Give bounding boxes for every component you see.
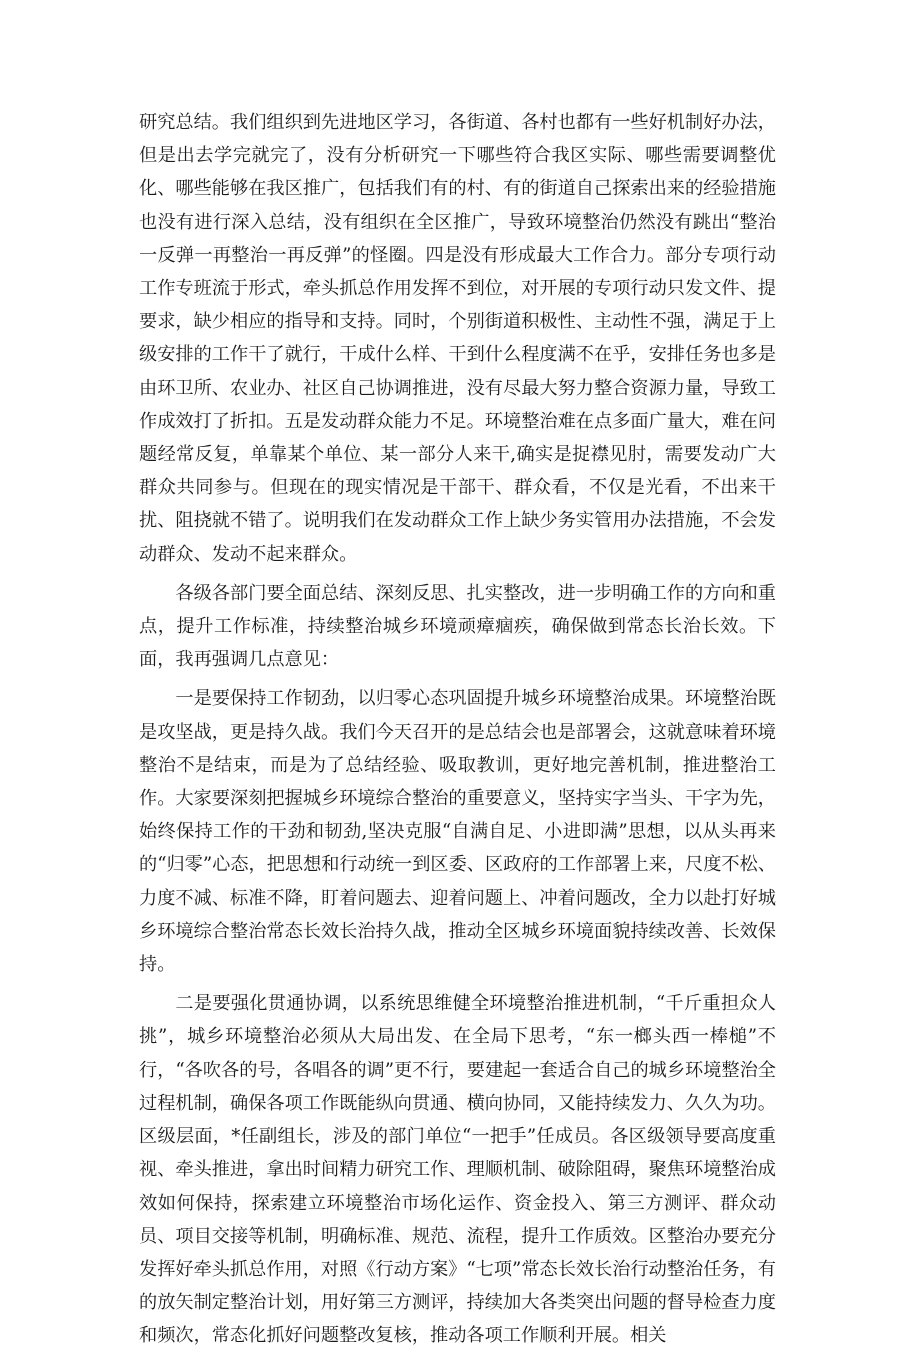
- paragraph-point-two: 二是要强化贯通协调，以系统思维健全环境整治推进机制，“千斤重担众人挑”，城乡环境整治必须从大局出发、在全局下思考，“东一榔头西一棒槌”不行，“各吹各的号，各唱各的调”更不行，要建起一套适合自己的城乡环境整治全过程机制，确保各项工作既能纵向贯通、横向协同，又能持续发力、久久为功。区级层面，*任副组长，涉及的部门单位“一把手”任成员。各区级领导要高度重视、牵头推进，拿出时间精力研究工作、理顺机制、破除阻碍，聚焦环境整治成效如何保持，探索建立环境整治市场化运作、资金投入、第三方测评、群众动员、项目交接等机制，明确标准、规范、流程，提升工作质效。区整治办要充分发挥好牵头抓总作用，对照《行动方案》“七项”常态长效长治行动整治任务，有的放矢制定整治计划，用好第三方测评，持续加大各类突出问题的督导检查力度和频次，常态化抓好问题整改复核，推动各项工作顺利开展。相关: [139, 993, 776, 1347]
- document-body: [139, 106, 776, 1353]
- paragraph-continuation: 研究总结。我们组织到先进地区学习，各街道、各村也都有一些好机制好办法，但是出去学完就完了，没有分析研究一下哪些符合我区实际、哪些需要调整优化、哪些能够在我区推广，包括我们有的村、有的街道自己探索出来的经验措施也没有进行深入总结，没有组织在全区推广，导致环境整治仍然没有跳出“整治一反弹一再整治一再反弹”的怪圈。四是没有形成最大工作合力。部分专项行动工作专班流于形式，牵头抓总作用发挥不到位，对开展的专项行动只发文件、提要求，缺少相应的指导和支持。同时，个别街道积极性、主动性不强，满足于上级安排的工作干了就行，干成什么样、干到什么程度满不在乎，安排任务也多是由环卫所、农业办、社区自己协调推进，没有尽最大努力整合资源力量，导致工作成效打了折扣。五是发动群众能力不足。环境整治难在点多面广量大，难在问题经常反复，单靠某个单位、某一部分人来干,确实是捉襟见肘，需要发动广大群众共同参与。但现在的现实情况是干部干、群众看，不仅是光看，不出来干扰、阻挠就不错了。说明我们在发动群众工作上缺少务实管用办法措施，不会发动群众、发动不起来群众。: [139, 112, 776, 565]
- paragraph-point-one: 一是要保持工作韧劲，以归零心态巩固提升城乡环境整治成果。环境整治既是攻坚战，更是持久战。我们今天召开的是总结会也是部署会，这就意味着环境整治不是结束，而是为了总结经验、吸取教训，更好地完善机制，推进整治工作。大家要深刻把握城乡环境综合整治的重要意义，坚持实字当头、干字为先，始终保持工作的干劲和韧劲,坚决克服“自满自足、小进即满”思想，以从头再来的“归零”心态，把思想和行动统一到区委、区政府的工作部署上来，尺度不松、力度不减、标准不降，盯着问题去、迎着问题上、冲着问题改，全力以赴打好城乡环境综合整治常态长效长治持久战，推动全区城乡环境面貌持续改善、长效保持。: [139, 688, 776, 976]
- paragraph-summary-requirements: 各级各部门要全面总结、深刻反思、扎实整改，进一步明确工作的方向和重点，提升工作标准，持续整治城乡环境顽瘴痼疾，确保做到常态长治长效。下面，我再强调几点意见：: [139, 582, 776, 671]
